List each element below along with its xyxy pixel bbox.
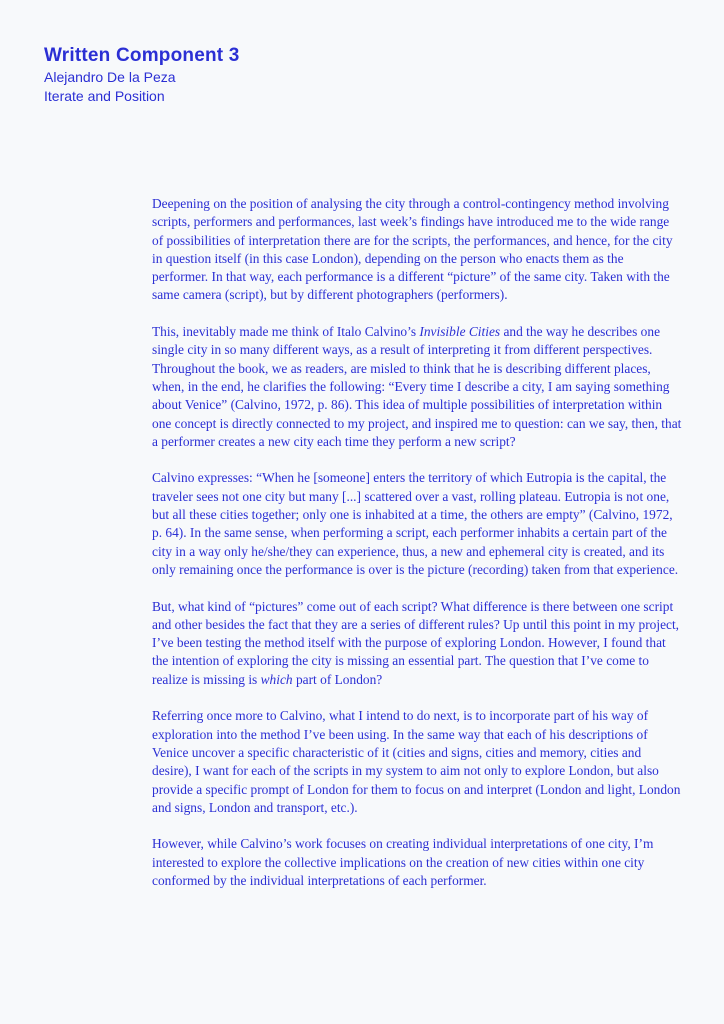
document-subtitle: Iterate and Position	[44, 88, 165, 104]
book-title-emphasis: Invisible Cities	[419, 324, 501, 340]
paragraph-4	[152, 598, 682, 689]
paragraph-3: Calvino expresses: “When he [someone] enters the territory of which Eutropia is the capital, the traveler sees not one city but many [...] scattered over a vast, rolling plateau. Eutropia is not one, but all these cities together; only one is inhabited at a time, the others are empty” (Calvino, 1972, p. 64). In the same sense, when performing a script, each performer inhabits a certain part of the city in a way only he/she/they can experience, thus, a new and ephemeral city is created, and its only remaining once the performance is over is the picture (recording) taken from that experience.	[152, 470, 679, 577]
paragraph-5: Referring once more to Calvino, what I intend to do next, is to incorporate part of his way of exploration into the method I’ve been using. In the same way that each of his descriptions of Venice uncover a specific characteristic of it (cities and signs, cities and memory, cities and desire), I want for each of the scripts in my system to aim not only to explore London, but also provide a specific prompt of London for them to focus on and interpret (London and light, London and signs, London and transport, etc.).	[152, 708, 681, 815]
paragraph-4-text-b: part of London?	[292, 671, 383, 687]
document-body	[152, 195, 682, 890]
paragraph-1: Deepening on the position of analysing the city through a control-contingency method involving scripts, performers and performances, last week’s findings have introduced me to the wide range of possibilities of interpretation there are for the scripts, the performances, and hence, for the city in question itself (in this case London), depending on the person who enacts them as the performer. In that way, each performance is a different “picture” of the same city. Taken with the same camera (script), but by different photographers (performers).	[152, 196, 673, 303]
document-header	[44, 44, 240, 106]
document-title: Written Component 3	[44, 45, 240, 66]
paragraph-2-text-a: This, inevitably made me think of Italo Calvino’s	[152, 324, 420, 340]
paragraph-2-text-b: and the way he describes one single city in so many different ways, as a result of interpreting it from different perspectives. Throughout the book, we as readers, are misled to think that he is describing different places, when, in the end, he clarifies the following: “Every time I describe a city, I am saying something about Venice” (Calvino, 1972, p. 86). This idea of multiple possibilities of interpretation within one concept is directly connected to my project, and inspired me to question: can we say, then, that a performer creates a new city each time they perform a new script?	[152, 324, 682, 449]
paragraph-6: However, while Calvino’s work focuses on creating individual interpretations of one city, I’m interested to explore the collective implications on the creation of new cities within one city conformed by the individual interpretations of each performer.	[152, 836, 654, 888]
paragraph-4-text-a: But, what kind of “pictures” come out of each script? What difference is there between one script and other besides the fact that they are a series of different rules? Up until this point in my project, I’ve been testing the method itself with the purpose of exploring London. However, I found that the intention of exploring the city is missing an essential part. The question that I’ve come to realize is missing is	[152, 598, 680, 687]
which-emphasis: which	[260, 671, 293, 687]
author-name: Alejandro De la Peza	[44, 69, 176, 85]
paragraph-2	[152, 323, 682, 451]
